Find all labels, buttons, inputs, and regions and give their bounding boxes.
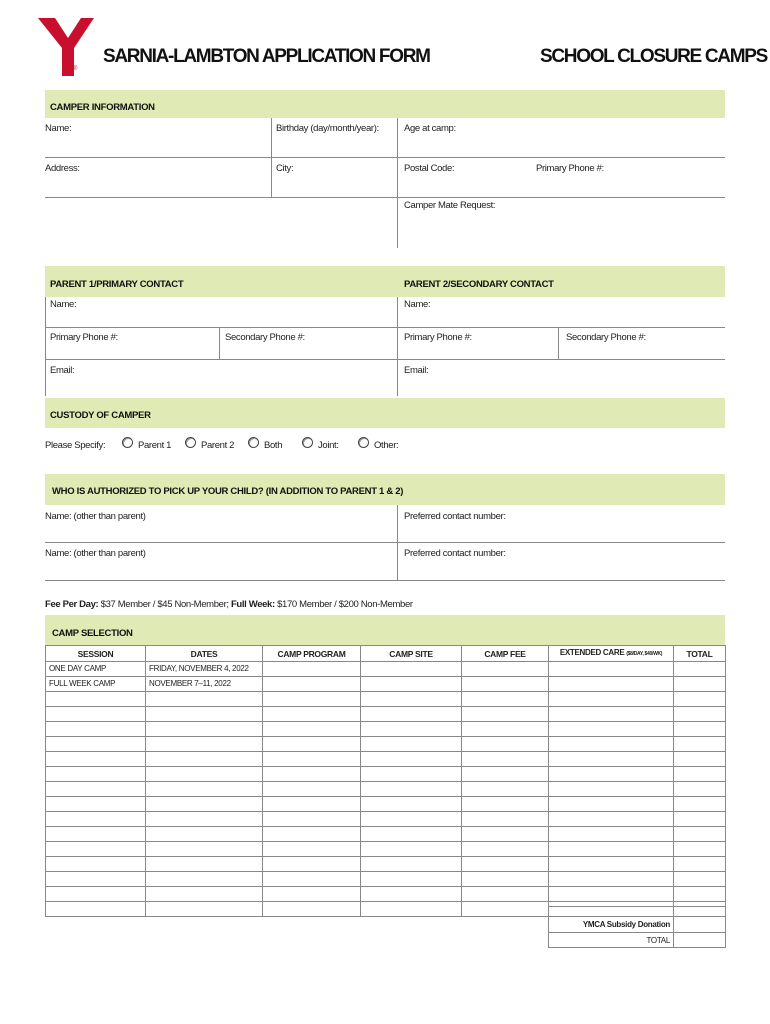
table-cell[interactable] (549, 677, 674, 692)
table-cell[interactable] (549, 752, 674, 767)
table-cell[interactable] (46, 782, 146, 797)
ymca-logo (38, 18, 94, 78)
custody-both-radio[interactable] (248, 437, 259, 448)
table-cell[interactable] (361, 662, 462, 677)
table-cell[interactable] (462, 767, 549, 782)
fee-day-label: Fee Per Day: (45, 599, 99, 610)
table-cell[interactable] (462, 857, 549, 872)
col-extended-label: EXTENDED CARE (559, 648, 625, 657)
table-row (46, 707, 726, 722)
table-cell[interactable] (462, 692, 549, 707)
custody-option-label: Both (264, 440, 283, 451)
parent2-primary-phone-field[interactable]: Primary Phone #: (404, 332, 472, 343)
table-row (46, 842, 726, 857)
col-extended-note: ($8/DAY, $40/WK) (626, 651, 663, 657)
table-cell[interactable] (146, 692, 263, 707)
parent2-secondary-phone-field[interactable]: Secondary Phone #: (566, 332, 646, 343)
table-cell[interactable] (462, 812, 549, 827)
table-cell[interactable] (462, 662, 549, 677)
table-cell: FULL WEEK CAMP (46, 677, 146, 692)
camp-selection-band (45, 615, 725, 645)
table-row (46, 782, 726, 797)
table-cell[interactable] (462, 797, 549, 812)
table-cell[interactable] (263, 662, 361, 677)
table-cell[interactable] (674, 782, 726, 797)
camper-address-field[interactable]: Address: (45, 163, 80, 174)
table-row (46, 857, 726, 872)
table-cell[interactable] (263, 797, 361, 812)
table-cell[interactable] (263, 842, 361, 857)
table-cell[interactable] (549, 722, 674, 737)
table-cell[interactable] (361, 812, 462, 827)
table-cell[interactable] (674, 767, 726, 782)
divider (397, 297, 398, 396)
table-cell[interactable] (462, 827, 549, 842)
table-cell[interactable] (263, 872, 361, 887)
table-cell[interactable] (361, 722, 462, 737)
parent1-email-field[interactable]: Email: (50, 365, 75, 376)
col-total: TOTAL (674, 646, 726, 662)
table-cell[interactable] (361, 857, 462, 872)
custody-option-label: Parent 2 (201, 440, 235, 451)
form-title: SARNIA-LAMBTON APPLICATION FORM (103, 46, 430, 67)
table-cell[interactable] (46, 842, 146, 857)
pickup-name-field[interactable]: Name: (other than parent) (45, 548, 146, 559)
custody-parent1-radio[interactable] (122, 437, 133, 448)
divider (397, 118, 398, 248)
table-cell[interactable] (146, 887, 263, 902)
divider (45, 297, 46, 396)
camper-age-field[interactable]: Age at camp: (404, 123, 456, 134)
divider (397, 505, 398, 581)
table-cell[interactable] (263, 677, 361, 692)
table-cell[interactable] (263, 902, 361, 917)
table-cell[interactable] (263, 827, 361, 842)
table-cell[interactable] (462, 737, 549, 752)
parent2-name-field[interactable]: Name: (404, 299, 431, 310)
total-row (549, 933, 726, 948)
table-cell[interactable] (361, 707, 462, 722)
custody-heading: CUSTODY OF CAMPER (50, 410, 151, 421)
table-cell[interactable] (462, 887, 549, 902)
col-program: CAMP PROGRAM (263, 646, 361, 662)
table-cell[interactable] (146, 707, 263, 722)
table-cell[interactable] (46, 752, 146, 767)
table-cell: FRIDAY, NOVEMBER 4, 2022 (146, 662, 263, 677)
table-row (46, 752, 726, 767)
camp-selection-table (45, 645, 726, 917)
parent1-name-field[interactable]: Name: (50, 299, 77, 310)
pickup-heading: WHO IS AUTHORIZED TO PICK UP YOUR CHILD? (IN ADDITION TO PARENT 1 & 2) (52, 486, 404, 497)
divider (558, 327, 559, 360)
camper-birthday-field[interactable]: Birthday (day/month/year): (276, 123, 379, 134)
table-cell[interactable] (549, 737, 674, 752)
custody-option-label: Other: (374, 440, 399, 451)
table-cell[interactable] (674, 887, 726, 902)
total-input[interactable] (674, 933, 726, 948)
table-cell[interactable] (674, 857, 726, 872)
parent1-primary-phone-field[interactable]: Primary Phone #: (50, 332, 118, 343)
table-cell[interactable] (146, 722, 263, 737)
totals-table (548, 906, 726, 948)
table-cell[interactable] (462, 752, 549, 767)
table-cell[interactable] (462, 902, 549, 917)
custody-option-label: Joint: (318, 440, 339, 451)
table-cell[interactable] (263, 812, 361, 827)
table-cell[interactable] (462, 782, 549, 797)
table-cell[interactable] (46, 812, 146, 827)
table-cell[interactable] (674, 842, 726, 857)
table-cell[interactable] (46, 692, 146, 707)
table-cell[interactable] (549, 767, 674, 782)
table-row (46, 827, 726, 842)
custody-prompt: Please Specify: (45, 440, 106, 451)
camp-selection-heading: CAMP SELECTION (52, 628, 133, 639)
table-row (46, 797, 726, 812)
camper-mate-field[interactable]: Camper Mate Request: (404, 200, 496, 211)
table-cell[interactable] (46, 797, 146, 812)
table-row (46, 722, 726, 737)
table-cell[interactable] (263, 692, 361, 707)
table-cell[interactable] (146, 752, 263, 767)
table-cell[interactable] (674, 827, 726, 842)
table-cell[interactable] (146, 902, 263, 917)
table-cell[interactable] (674, 752, 726, 767)
table-row (46, 872, 726, 887)
table-row (46, 692, 726, 707)
table-cell[interactable] (46, 872, 146, 887)
table-cell[interactable] (549, 797, 674, 812)
table-cell[interactable] (674, 737, 726, 752)
table-cell[interactable] (361, 737, 462, 752)
table-cell[interactable] (674, 722, 726, 737)
table-cell[interactable] (549, 662, 674, 677)
table-cell[interactable] (549, 842, 674, 857)
fee-week-label: Full Week: (230, 599, 275, 610)
table-cell: NOVEMBER 7–11, 2022 (146, 677, 263, 692)
table-cell[interactable] (263, 782, 361, 797)
table-cell[interactable] (462, 722, 549, 737)
table-cell[interactable] (549, 782, 674, 797)
col-fee: CAMP FEE (462, 646, 549, 662)
table-cell[interactable] (146, 782, 263, 797)
table-cell[interactable] (46, 767, 146, 782)
table-cell[interactable] (46, 902, 146, 917)
fee-line (45, 599, 413, 610)
col-site: CAMP SITE (361, 646, 462, 662)
parent1-heading: PARENT 1/PRIMARY CONTACT (50, 279, 184, 290)
table-cell[interactable] (462, 842, 549, 857)
table-cell[interactable] (361, 872, 462, 887)
table-row (46, 767, 726, 782)
table-row (46, 677, 726, 692)
custody-other-radio[interactable] (358, 437, 369, 448)
table-cell[interactable] (263, 722, 361, 737)
custody-parent2-radio[interactable] (185, 437, 196, 448)
camper-city-field[interactable]: City: (276, 163, 294, 174)
table-cell[interactable] (263, 767, 361, 782)
fee-day-text: $37 Member / $45 Non-Member; (100, 599, 229, 610)
table-cell[interactable] (146, 827, 263, 842)
table-row (46, 662, 726, 677)
col-dates: DATES (146, 646, 263, 662)
camper-primary-phone-field[interactable]: Primary Phone #: (536, 163, 604, 174)
table-cell[interactable] (361, 767, 462, 782)
divider (45, 359, 725, 360)
table-cell[interactable] (674, 812, 726, 827)
divider (271, 118, 272, 198)
custody-option-label: Parent 1 (138, 440, 172, 451)
table-cell[interactable] (549, 857, 674, 872)
parent2-email-field[interactable]: Email: (404, 365, 429, 376)
col-session: SESSION (46, 646, 146, 662)
table-cell[interactable] (146, 797, 263, 812)
parent2-heading: PARENT 2/SECONDARY CONTACT (404, 279, 554, 290)
divider (219, 327, 220, 360)
camper-name-field[interactable]: Name: (45, 123, 72, 134)
table-cell[interactable] (146, 857, 263, 872)
table-cell[interactable] (361, 782, 462, 797)
table-cell[interactable] (549, 827, 674, 842)
fee-week-text: $170 Member / $200 Non-Member (277, 599, 413, 610)
table-cell[interactable] (361, 677, 462, 692)
table-cell[interactable] (674, 797, 726, 812)
table-cell[interactable] (46, 737, 146, 752)
table-cell[interactable] (263, 737, 361, 752)
table-cell[interactable] (361, 827, 462, 842)
table-cell[interactable] (361, 692, 462, 707)
table-cell[interactable] (146, 872, 263, 887)
table-cell[interactable] (674, 872, 726, 887)
total-label: TOTAL (549, 933, 674, 948)
table-cell[interactable] (46, 887, 146, 902)
divider (45, 157, 725, 158)
table-cell[interactable] (361, 842, 462, 857)
table-cell[interactable] (146, 812, 263, 827)
table-row (46, 887, 726, 902)
divider (45, 197, 725, 198)
camper-postal-field[interactable]: Postal Code: (404, 163, 455, 174)
table-row (46, 812, 726, 827)
table-cell[interactable] (549, 872, 674, 887)
table-cell[interactable] (462, 677, 549, 692)
ymca-y-icon (38, 18, 94, 78)
table-cell[interactable] (549, 707, 674, 722)
divider (45, 580, 725, 581)
form-subtitle: SCHOOL CLOSURE CAMPS (540, 46, 768, 67)
table-cell[interactable] (549, 887, 674, 902)
table-cell[interactable] (263, 887, 361, 902)
table-cell[interactable] (146, 767, 263, 782)
table-cell[interactable] (549, 692, 674, 707)
subsidy-label: YMCA Subsidy Donation (549, 907, 674, 933)
table-cell[interactable] (462, 707, 549, 722)
table-row (46, 737, 726, 752)
table-cell[interactable] (361, 887, 462, 902)
table-cell[interactable] (674, 707, 726, 722)
divider (45, 327, 725, 328)
pickup-contact-field[interactable]: Preferred contact number: (404, 548, 506, 559)
table-cell[interactable] (361, 752, 462, 767)
camper-info-heading: CAMPER INFORMATION (50, 102, 155, 113)
table-header-row (46, 646, 726, 662)
subsidy-row (549, 907, 726, 933)
table-cell[interactable] (46, 827, 146, 842)
table-cell[interactable] (146, 737, 263, 752)
parent1-secondary-phone-field[interactable]: Secondary Phone #: (225, 332, 305, 343)
table-cell[interactable] (263, 752, 361, 767)
subsidy-input[interactable] (674, 907, 726, 933)
table-cell[interactable] (361, 797, 462, 812)
custody-joint-radio[interactable] (302, 437, 313, 448)
table-cell[interactable] (674, 662, 726, 677)
pickup-name-field[interactable]: Name: (other than parent) (45, 511, 146, 522)
table-cell[interactable] (361, 902, 462, 917)
table-cell[interactable] (674, 692, 726, 707)
col-extended-care (549, 646, 674, 662)
divider (45, 542, 725, 543)
table-cell[interactable] (462, 872, 549, 887)
table-cell[interactable] (263, 857, 361, 872)
pickup-contact-field[interactable]: Preferred contact number: (404, 511, 506, 522)
table-cell[interactable] (146, 842, 263, 857)
table-cell[interactable] (674, 677, 726, 692)
table-cell[interactable] (46, 707, 146, 722)
table-cell[interactable] (263, 707, 361, 722)
table-cell[interactable] (549, 812, 674, 827)
table-cell[interactable] (46, 857, 146, 872)
table-cell: ONE DAY CAMP (46, 662, 146, 677)
logo-registered-mark: ® (73, 66, 78, 72)
table-cell[interactable] (46, 722, 146, 737)
